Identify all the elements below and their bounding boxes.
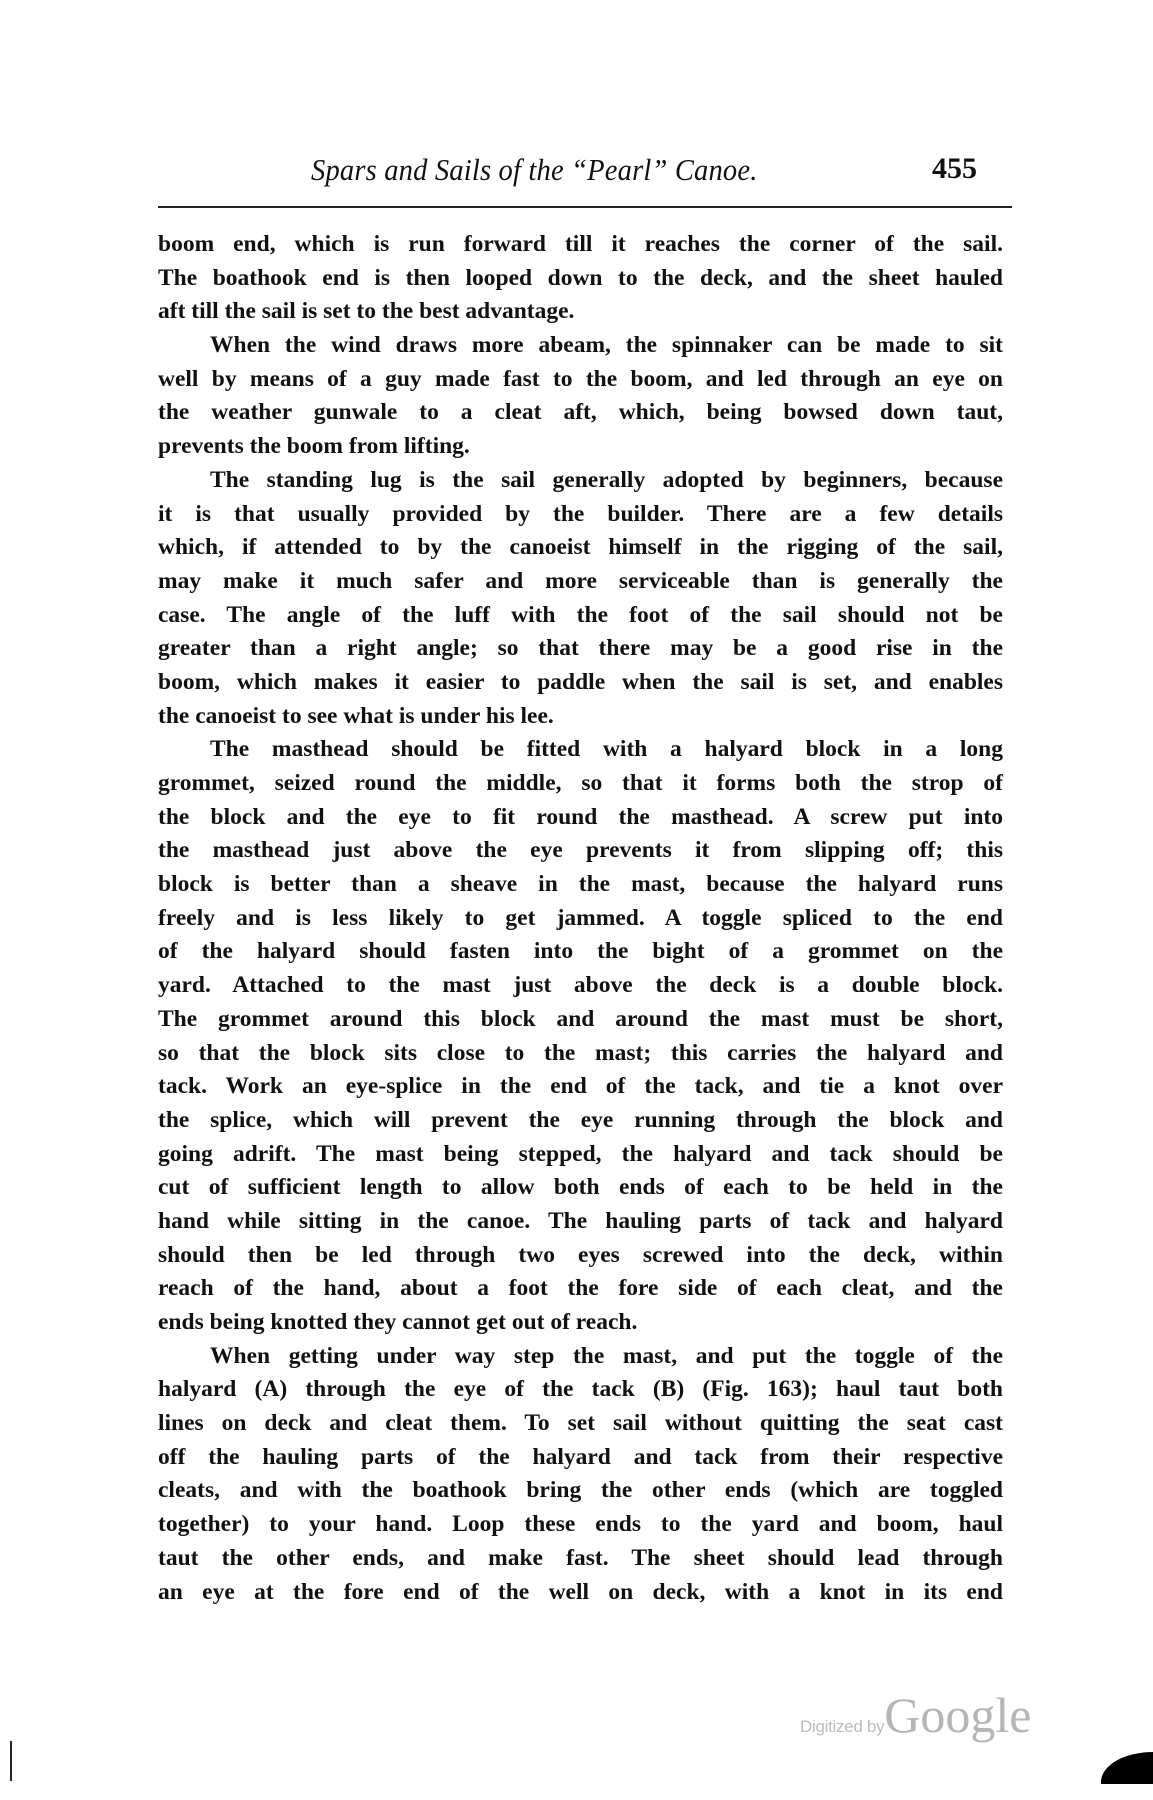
text-line: When the wind draws more abeam, the spinnaker can be made to sit [210, 332, 1003, 359]
page-number: 455 [932, 152, 977, 185]
text-line: The grommet around this block and around the mast must be short, [158, 1005, 1003, 1032]
text-line: halyard (A) through the eye of the tack (B) (Fig. 163); haul taut both [158, 1376, 1003, 1403]
text-line: hand while sitting in the canoe. The hauling parts of tack and halyard [158, 1207, 1003, 1234]
text-line: The standing lug is the sail generally adopted by beginners, because [210, 466, 1003, 493]
text-line: the block and the eye to fit round the masthead. A screw put into [158, 803, 1003, 830]
running-header-title: Spars and Sails of the “Pearl” Canoe. [311, 152, 758, 187]
header-rule [158, 206, 1012, 208]
text-line: grommet, seized round the middle, so that it forms both the strop of [158, 770, 1003, 796]
text-line: tack. Work an eye-splice in the end of the tack, and tie a knot over [158, 1073, 1003, 1100]
text-line: prevents the boom from lifting. [158, 433, 470, 460]
text-line: the canoeist to see what is under his lee. [158, 702, 554, 729]
watermark-brand: Google [884, 1687, 1032, 1743]
text-line: The masthead should be fitted with a halyard block in a long [210, 736, 1003, 763]
text-line: cleats, and with the boathook bring the other ends (which are toggled [158, 1477, 1003, 1504]
page-corner-scan-artifact [1101, 1752, 1153, 1784]
digitized-by-google-watermark [800, 1686, 1031, 1744]
text-line: block is better than a sheave in the mast, because the halyard runs [158, 871, 1003, 898]
text-line: The boathook end is then looped down to the deck, and the sheet hauled [158, 264, 1003, 291]
text-line: going adrift. The mast being stepped, the halyard and tack should be [158, 1140, 1003, 1167]
text-line: yard. Attached to the mast just above the deck is a double block. [158, 972, 1003, 999]
text-line: case. The angle of the luff with the foot of the sail should not be [158, 601, 1003, 628]
text-line: reach of the hand, about a foot the fore side of each cleat, and the [158, 1275, 1003, 1302]
text-line: together) to your hand. Loop these ends to the yard and boom, haul [158, 1511, 1003, 1538]
text-line: boom, which makes it easier to paddle when the sail is set, and enables [158, 668, 1003, 695]
text-line: the weather gunwale to a cleat aft, which, being bowsed down taut, [158, 399, 1003, 426]
text-line: which, if attended to by the canoeist himself in the rigging of the sail, [158, 534, 1003, 561]
text-line: When getting under way step the mast, and put the toggle of the [210, 1342, 1003, 1369]
text-line: it is that usually provided by the builder. There are a few details [158, 500, 1003, 527]
text-line: aft till the sail is set to the best advantage. [158, 298, 575, 325]
page-edge-scan-mark [10, 1741, 12, 1781]
text-line: greater than a right angle; so that there may be a good rise in the [158, 635, 1003, 662]
text-line: an eye at the fore end of the well on deck, with a knot in its end [158, 1578, 1003, 1605]
text-line: cut of sufficient length to allow both ends of each to be held in the [158, 1174, 1003, 1201]
text-line: ends being knotted they cannot get out of reach. [158, 1309, 638, 1335]
text-line: freely and is less likely to get jammed. A toggle spliced to the end [158, 904, 1003, 931]
text-line: boom end, which is run forward till it reaches the corner of the sail. [158, 231, 1003, 257]
text-line: should then be led through two eyes screwed into the deck, within [158, 1241, 1003, 1268]
text-line: the masthead just above the eye prevents it from slipping off; this [158, 837, 1003, 864]
text-line: lines on deck and cleat them. To set sail without quitting the seat cast [158, 1410, 1003, 1437]
body-text [158, 228, 1003, 1609]
text-line: so that the block sits close to the mast; this carries the halyard and [158, 1039, 1003, 1066]
watermark-prefix: Digitized by [800, 1717, 885, 1736]
text-line: taut the other ends, and make fast. The sheet should lead through [158, 1544, 1003, 1571]
text-line: well by means of a guy made fast to the boom, and led through an eye on [158, 365, 1003, 392]
text-line: off the hauling parts of the halyard and tack from their respective [158, 1443, 1003, 1470]
text-line: the splice, which will prevent the eye running through the block and [158, 1106, 1003, 1133]
text-line: of the halyard should fasten into the bight of a grommet on the [158, 938, 1003, 965]
text-line: may make it much safer and more serviceable than is generally the [158, 567, 1003, 594]
